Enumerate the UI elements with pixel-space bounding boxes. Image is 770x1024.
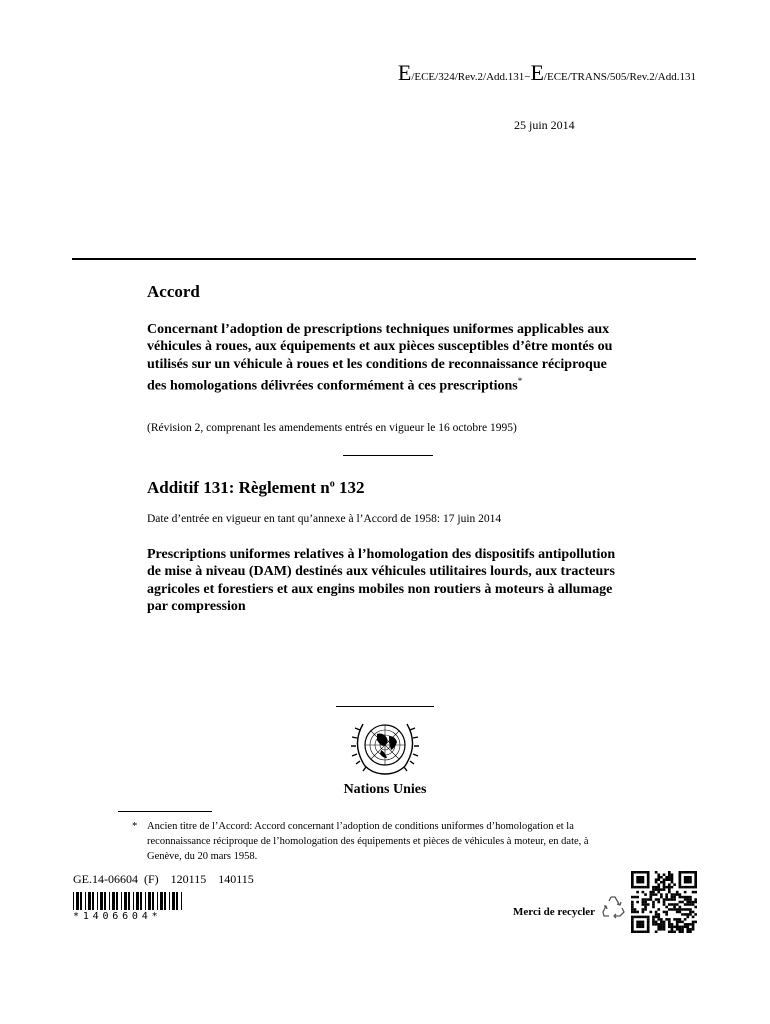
footnote-reference: * (517, 376, 523, 387)
footnote-divider (118, 811, 212, 812)
qr-code-icon (631, 871, 697, 938)
regulation-title: Prescriptions uniformes relatives à l’homologation des dispositifs antipollution de mise à niveau (DAM) destinés aux véhicules utilitaires lourds, aux tracteurs agricoles et forestiers et aux engins mobiles non routiers à moteurs à allumage par compression (147, 547, 616, 615)
accord-description (147, 321, 627, 395)
organization-name: Nations Unies (343, 782, 427, 797)
job-number: GE.14-06604 (F) 120115 140115 (73, 872, 254, 886)
header-divider (72, 258, 696, 260)
emblem-divider (336, 706, 434, 707)
symbol-letter-e-2: E (530, 60, 544, 85)
addendum-title (147, 478, 364, 498)
footnote-text: Ancien titre de l’Accord: Accord concernant l’adoption de conditions uniformes d’homologation et la reconnaissance réciproque de l’homologation des équipements et pièces de véhicules à moteur, en date, à Genève, du 20 mars 1958. (147, 821, 589, 862)
symbol-part-2: /ECE/TRANS/505/Rev.2/Add.131 (543, 71, 696, 83)
footnote-mark: * (132, 821, 138, 832)
barcode-digits: *1406604* (73, 911, 162, 922)
accord-title: Accord (147, 282, 200, 301)
symbol-part-1: /ECE/324/Rev.2/Add.131− (411, 71, 531, 83)
footnote (118, 819, 608, 864)
entry-into-force: Date d’entrée en vigueur en tant qu’annexe à l’Accord de 1958: 17 juin 2014 (147, 513, 502, 525)
revision-note: (Révision 2, comprenant les amendements entrés en vigueur le 16 octobre 1995) (147, 422, 517, 434)
recycle-icon (600, 893, 628, 924)
symbol-letter-e: E (397, 60, 412, 85)
addendum-title-number: 132 (334, 478, 365, 497)
accord-description-text: Concernant l’adoption de prescriptions techniques uniformes applicables aux véhicules à roues, aux équipements et aux pièces susceptibles d’être montés ou utilisés sur un véhicule à roues et les conditions de reconnaissance réciproque des homologations délivrées conformément à ces prescriptions (147, 322, 613, 394)
addendum-title-prefix: Additif 131: Règlement n (147, 478, 330, 497)
addendum-title-sup: o (329, 478, 335, 490)
section-divider (343, 455, 433, 456)
un-emblem-icon (343, 712, 427, 783)
recycle-text: Merci de recycler (513, 906, 596, 918)
document-date: 25 juin 2014 (514, 118, 575, 132)
document-symbol (398, 60, 696, 86)
